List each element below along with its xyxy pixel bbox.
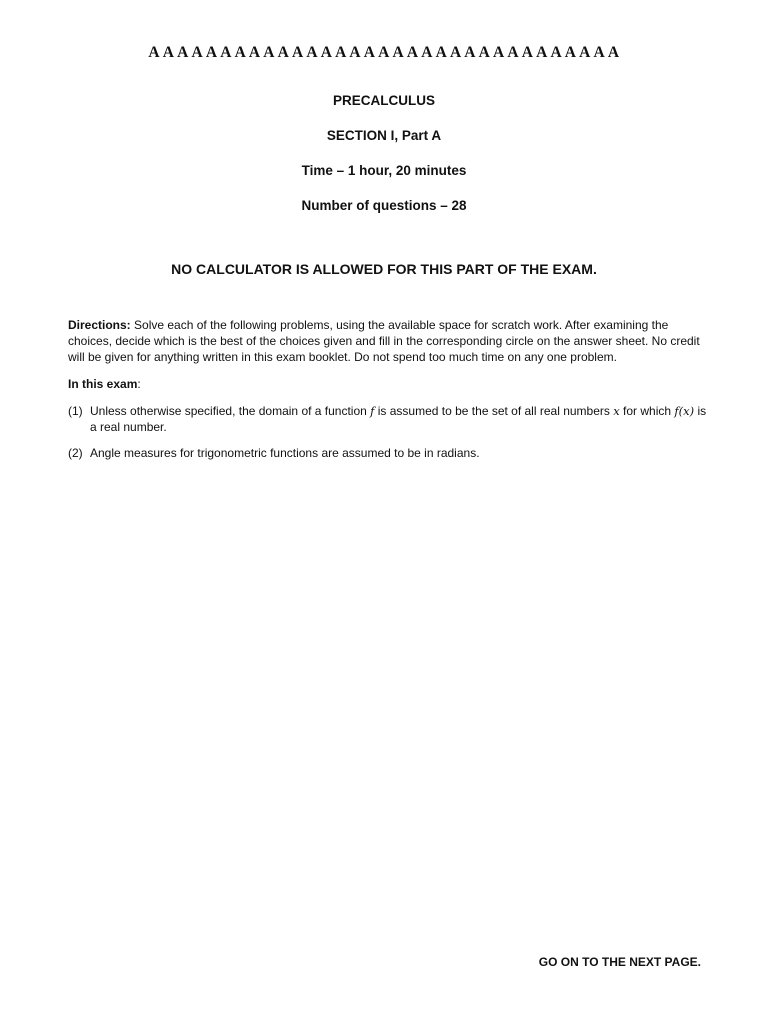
exam-note-item-1 bbox=[68, 403, 708, 435]
directions-text: Solve each of the following problems, using the available space for scratch work. After examining the choices, decide which is the best of the choices given and fill in the corresponding circle on the answer sheet. No credit will be given for anything written in this exam booklet. Do not spend too much time on any one problem. bbox=[68, 318, 700, 364]
note-text-part: Unless otherwise specified, the domain of a function bbox=[90, 404, 371, 418]
section-banner: A A A A A A A A A A A A A A A A A A A A A A A A A A A A A A A A A bbox=[148, 44, 620, 61]
exam-notes-heading bbox=[68, 376, 141, 392]
calculator-notice: NO CALCULATOR IS ALLOWED FOR THIS PART OF THE EXAM. bbox=[171, 261, 597, 277]
exam-notes-label: In this exam bbox=[68, 377, 138, 391]
math-expression-fx: f(x) bbox=[674, 404, 695, 418]
exam-note-text: Angle measures for trigonometric functions are assumed to be in radians. bbox=[90, 446, 480, 460]
exam-note-text bbox=[90, 403, 708, 435]
note-text-part: is assumed to be the set of all real numbers bbox=[374, 404, 614, 418]
time-limit: Time – 1 hour, 20 minutes bbox=[301, 163, 467, 178]
math-variable-x: x bbox=[613, 404, 620, 418]
section-title: SECTION I, Part A bbox=[326, 128, 442, 143]
note-text-part: is a real number. bbox=[90, 404, 707, 434]
subject-title: PRECALCULUS bbox=[332, 93, 435, 108]
exam-note-number: (1) bbox=[68, 404, 83, 418]
note-text-part: for which bbox=[619, 404, 675, 418]
math-variable-f: f bbox=[370, 404, 375, 418]
directions-label: Directions: bbox=[68, 318, 131, 332]
exam-note-number: (2) bbox=[68, 446, 83, 460]
directions-paragraph bbox=[68, 317, 708, 365]
exam-notes-colon: : bbox=[137, 377, 141, 391]
question-count: Number of questions – 28 bbox=[301, 198, 467, 213]
exam-note-item-2 bbox=[68, 445, 708, 461]
next-page-footer: GO ON TO THE NEXT PAGE. bbox=[538, 955, 701, 969]
